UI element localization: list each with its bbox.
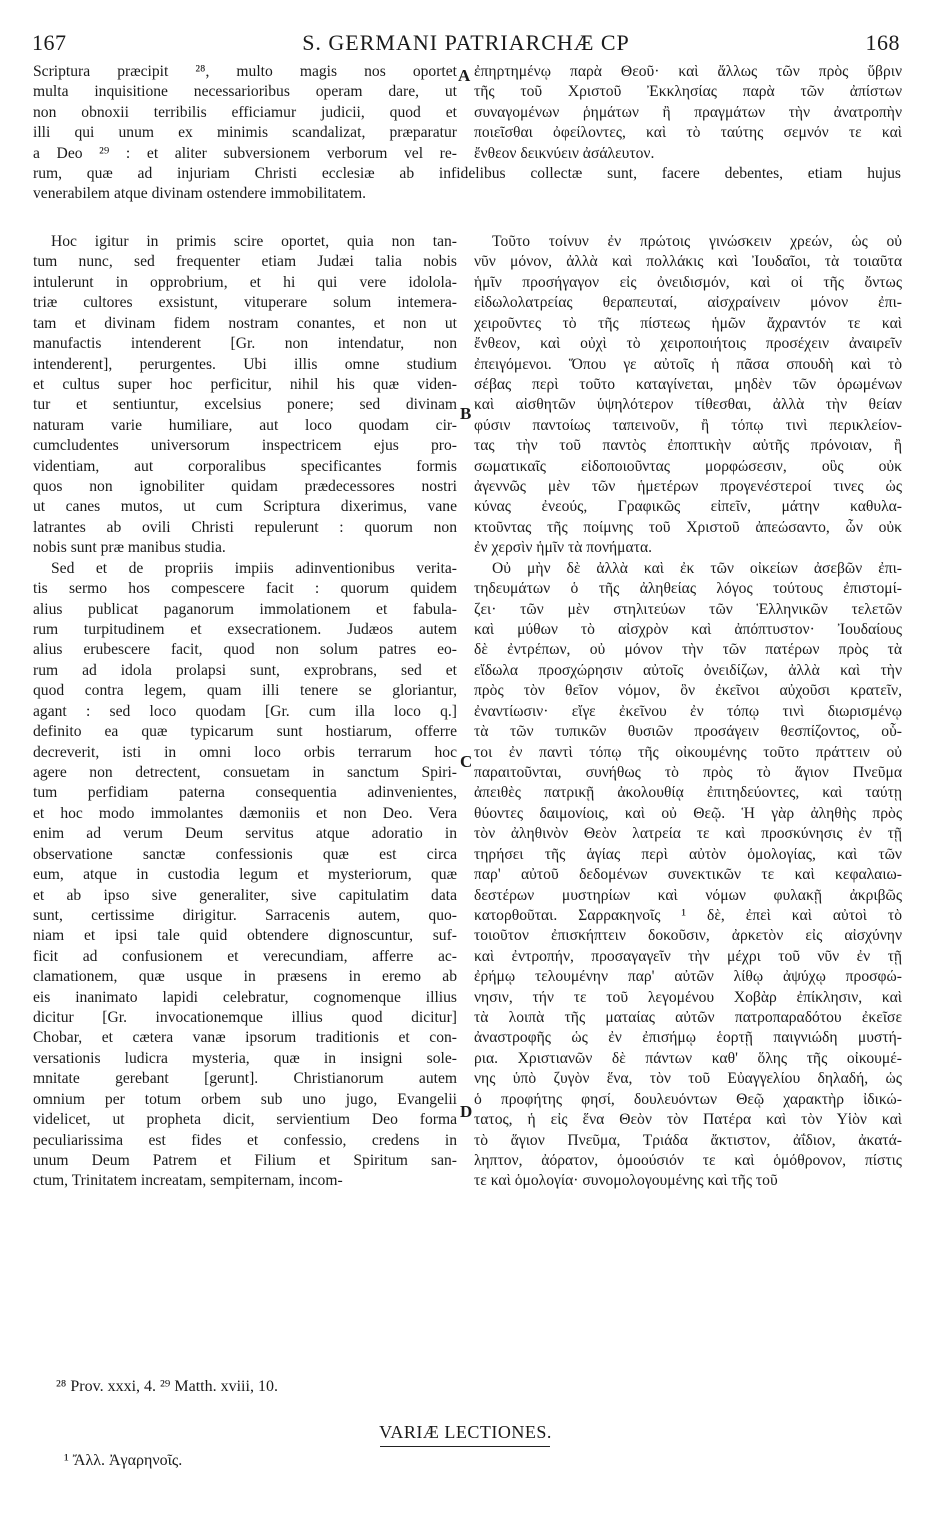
text-line: παρ' αὐτοῦ δεδομένων συνεκτικῶν τε καὶ κεφαλαιω- (474, 866, 902, 884)
text-line: ἐπειγόμενοι. Ὅπου γε αὐτοῖς ἡ πᾶσα σπουδὴ καὶ τὸ (474, 355, 902, 373)
text-line: intenderent], perurgentes. Ubi illis omne studium (33, 355, 457, 373)
text-line: cumcludentes universorum inspectricem ejus pro- (33, 437, 457, 455)
text-line: intulerunt in opprobrium, et hi qui vere idolola- (33, 273, 457, 291)
text-line: dicitur [Gr. invocationemque illius quod dicitur] (33, 1009, 457, 1027)
text-line: ποιεῖσθαι ὀφείλοντες, καὶ τὸ ταύτης σεμνόν τε καὶ (474, 124, 902, 142)
page-number-left: 167 (32, 30, 67, 55)
running-title: S. GERMANI PATRIARCHÆ CP (302, 30, 630, 55)
text-line: καὶ αἰσθητῶν ὑψηλότερον τίθεσθαι, ἀλλὰ τὴν θείαν (474, 396, 902, 414)
text-line: versationis ludicra mysteria, quæ in insigni sole- (33, 1049, 457, 1067)
text-line: παραιτοῦνται, συνήθως τὸ πρὸς τὸ ἅγιον Πνεῦμα (474, 763, 902, 781)
text-line: quos non ignobiliter quidam prædecessores nostri (33, 478, 457, 496)
text-line: ut canes mutos, ut cum Scriptura dixerimus, vane (33, 498, 457, 516)
text-line: εἴδωλα προσχώρησιν αὐτοῖς ὀνειδίζων, ἀλλὰ καὶ τὴν (474, 661, 902, 679)
text-line: eum, atque in custodia legum et mysteriorum, quæ (33, 866, 457, 884)
variae-lectiones-title: VARIÆ LECTIONES. (379, 1422, 552, 1442)
text-line: observatione sanctæ confessionis quæ est circa (33, 845, 457, 863)
text-line: τας τὴν τοῦ παντὸς ἐποπτικὴν αὐτῆς πρόνοιαν, ἢ (474, 437, 902, 455)
text-line: rum ad idola prolapsi sunt, exprobrans, sed et (33, 661, 457, 679)
text-line: agere non detrectent, consuetam in sanctum Spiri- (33, 763, 457, 781)
text-line: quod contra legem, quam illi tenere se gloriantur, (33, 682, 457, 700)
greek-column-top (474, 62, 902, 164)
text-line: θύοντες δαιμονίοις, καὶ οὐ Θεῷ. Ἡ γὰρ ἀληθὴς πρὸς (474, 804, 902, 822)
text-line: τὸ ἅγιον Πνεῦμα, Τριάδα ἄκτιστον, ἀΐδιον, ἀκατά- (474, 1131, 902, 1149)
text-line: ἔνθεον, καὶ οὐχὶ τὸ χειροποιήτοις προσέχειν ἀναιρεῖν (474, 335, 902, 353)
section-marker-b: B (460, 404, 472, 423)
text-line: ὁ προφήτης φησί, δουλευόντων Θεῷ χαρακτὴρ ἰδικώ- (474, 1090, 902, 1108)
text-line: enim ad verum Deum servitus atque adoratio in (33, 825, 457, 843)
text-line: δεστέρων μυστηρίων καὶ νόμων φυλακῇ ἀκριβῶς (474, 886, 902, 904)
text-line: Hoc igitur in primis scire oportet, quia non tan- (51, 233, 457, 250)
text-line: clamationem, quæ usque in præsens in eremo ab (33, 968, 457, 986)
text-line: tis sermo hos compescere facit : quorum quidem (33, 580, 457, 598)
text-line: tam et divinam fidem nostram conantes, et non ut (33, 314, 457, 332)
text-line: ζει· τῶν μὲν στηλιτεύων τῶν Ἑλληνικῶν τελετῶν (474, 600, 902, 618)
text-line: agant : sed loco quodam [Gr. cum illa loco q.] (33, 702, 457, 720)
text-line: ἡμῖν προσήγαγον εἰς ὀνειδισμόν, καὶ οἱ τῆς ὄντως (474, 273, 902, 291)
text-line: ἀναστροφῆς ὡς ἐν ἐπισήμῳ ἑορτῇ παιγνιώδη μυστή- (474, 1029, 902, 1047)
text-line: rum, quæ ad injuriam Christi ecclesiæ ab infidelibus collectæ sunt, facere debentes, etiam hujus (33, 165, 901, 182)
text-line: νησιν, τήν τε τοῦ λεγομένου Χοβὰρ ἐπίκλησιν, καὶ (474, 988, 902, 1006)
section-marker-a: A (458, 66, 471, 85)
text-line: omnium per totum orbem sub uno jugo, Evangelii (33, 1090, 457, 1108)
text-line: τοιοῦτον ἐπισκήπτειν δοκοῦσιν, ἀρκετὸν εἰς αἰσχύνην (474, 927, 902, 945)
text-line: mnitate gerebant [gerunt]. Christianorum autem (33, 1070, 457, 1088)
text-line: Sed et de propriis impiis adinventionibus verita- (51, 559, 457, 577)
text-line: alius publicat paganorum immolationem et fabula- (33, 600, 457, 618)
text-line: manufactis intenderent [Gr. non intendatur, non (33, 335, 457, 353)
section-marker-c: C (460, 752, 473, 771)
text-line: τηδευμάτων ὁ τῆς ἀληθείας λόγος τούτους ἐπιστομί- (474, 580, 902, 598)
latin-column-top (33, 62, 457, 164)
text-line: τοι ἐν παντὶ τόπῳ τῆς οἰκουμένης τοῦτο πράττειν οὐ (474, 743, 902, 761)
text-line: naturam varie humiliare, aut loco quodam cir- (33, 416, 457, 434)
text-line: niam et ipsi tale quid obtendere dignoscuntur, suf- (33, 927, 457, 945)
text-line: venerabilem atque divinam ostendere immobilitatem. (33, 185, 366, 203)
text-line: non obnoxii terribilis efficiamur judicii, quod et (33, 103, 457, 121)
greek-column-main (474, 232, 902, 1192)
variae-lectiones-rule (380, 1446, 550, 1447)
text-line: a Deo ²⁹ : et aliter subversionem verborum vel re- (33, 144, 457, 162)
text-line: ἐν χερσὶν ἡμῖν τὰ πονήματα. (474, 539, 653, 557)
text-line: Scriptura præcipit ²⁸, multo magis nos oportet (33, 63, 457, 80)
running-header (30, 30, 902, 66)
text-line: ἐρήμῳ τελουμένην παρ' αὐτῶν λίθῳ ἀψύχῳ προσφώ- (474, 968, 902, 986)
text-line: videntiam, aut corporalibus specificantes formis (33, 457, 457, 475)
text-line: triæ cultores exsistunt, vituperare solum intemera- (33, 294, 457, 312)
text-line: τὰ τῶν τυπικῶν θυσιῶν προσάγειν θεσπίζοντος, οὗ- (474, 723, 902, 741)
text-line: κατορθοῦται. Σαρρακηνοῖς ¹ δὲ, ἐπεὶ καὶ αὐτοὶ τὸ (474, 906, 902, 924)
text-line: alius erubescere facit, quod non solum patres eo- (33, 641, 457, 659)
text-line: Chobar, et cætera vanæ ipsorum traditionis et con- (33, 1029, 457, 1047)
text-line: τε καὶ ὁμολογία· συνομολογουμένης καὶ τῆς τοῦ (474, 1172, 778, 1190)
text-line: χειροῦντες τὸ τῆς πίστεως ἡμῶν ἄχραντόν τε καὶ (474, 314, 902, 332)
text-line: ληπτον, ἀόρατον, ὁμοούσιόν τε καὶ ὁμόθρονον, πίστις (474, 1151, 902, 1169)
text-line: ἀγεννῶς μὲν τῶν ἡμετέρων προγενέστεροί τινες ὡς (474, 478, 902, 496)
variae-lectiones-note: ¹ Ἄλλ. Ἀγαρηνοῖς. (64, 1452, 183, 1469)
text-line: τῆς τοῦ Χριστοῦ Ἐκκλησίας παρὰ τῶν ἀπίστων (474, 83, 902, 101)
text-line: illi qui unum ex minimis scandalizat, præparatur (33, 124, 457, 142)
text-line: φύσιν παντοίως ταπεινοῦν, ἢ τόπῳ τινὶ περικλείον- (474, 416, 902, 434)
text-line: sunt, certissime dirigitur. Sarracenis autem, quo- (33, 906, 457, 924)
text-line: τηρήσει τῆς ἁγίας περὶ αὐτὸν ὁμολογίας, καὶ τῶν (474, 845, 902, 863)
text-line: et hoc modo immolantes dæmoniis et non Deo. Vera (33, 804, 457, 822)
text-line: καὶ ἐντροπήν, προσαγαγεῖν τὴν μέχρι τοῦ νῦν ἐν τῇ (474, 947, 902, 965)
footnotes: ²⁸ Prov. xxxi, 4. ²⁹ Matth. xviii, 10. (56, 1378, 278, 1395)
text-line: ἀπειθὲς πατρικῇ ἀκολουθίᾳ ἐπιτηδεύοντες, καὶ ταύτῃ (474, 784, 902, 802)
text-line: Τοῦτο τοίνυν ἐν πρώτοις γινώσκειν χρεών, ὡς οὐ (492, 233, 902, 250)
text-line: τὰ λοιπὰ τῆς ματαίας αὐτῶν πατροπαραδότου ἐκεῖσε (474, 1009, 902, 1027)
text-line: δὲ ἐντρέπων, οὐ μόνον τὴν τῶν πατέρων πρὸς τὰ (474, 641, 902, 659)
text-line: συναγομένων ῥημάτων ἢ πραγμάτων τὴν ἀνατροπὴν (474, 103, 902, 121)
text-line: tur et sentiuntur, excelsius ponere; sed divinam (33, 396, 457, 414)
text-line: videlicet, ut propheta dicit, servientium Deo forma (33, 1111, 457, 1129)
text-line: decreverit, isti in omni loco orbis terrarum hoc (33, 743, 457, 761)
text-line: tum perfidiam paterna consequentia adinvenientes, (33, 784, 457, 802)
section-marker-d: D (460, 1102, 473, 1121)
text-line: νῦν μόνον, ἀλλὰ καὶ πολλάκις καὶ Ἰουδαῖοι, τὰ τοιαῦτα (474, 253, 902, 271)
text-line: τὸν ἀληθινὸν Θεὸν λατρεία τε καὶ προσκύνησις ἐν τῇ (474, 825, 902, 843)
text-line: peculiarissima est fides et confessio, credens in (33, 1131, 457, 1149)
text-line: νης ὑπὸ ζυγὸν ἕνα, τὸν τοῦ Εὐαγγελίου δηλαδή, ὡς (474, 1070, 902, 1088)
page-number-right: 168 (865, 30, 900, 55)
text-line: ἐναντίωσιν· εἴγε ἐκεῖνου ἐν τόπῳ τινὶ διωρισμένῳ (474, 702, 902, 720)
text-line: nobis sunt præ manibus studia. (33, 539, 226, 557)
text-line: multa inquisitione necessarioribus operam dare, ut (33, 83, 457, 101)
latin-column-main (33, 232, 457, 1192)
text-line: rum turpitudinem et exsecrationem. Judæos autem (33, 621, 457, 639)
text-line: ficit ad confusionem et verecundiam, afferre ac- (33, 947, 457, 965)
text-line: et cultus super hoc perficitur, nihil his quæ viden- (33, 375, 457, 393)
text-line: definito ea quæ typicarum sunt hostiarum, offerre (33, 723, 457, 741)
text-line: ἔνθεον δεικνύειν ἀσάλευτον. (474, 144, 655, 162)
text-line: ctum, Trinitatem increatam, sempiternam, incom- (33, 1172, 343, 1190)
text-line: εἰδωλολατρείας θεραπευταί, αἰσχραίνειν μόνον ἐπι- (474, 294, 902, 312)
text-line: καὶ μύθων τὸ αἰσχρὸν καὶ ἀπόπτυστον· Ἰουδαίους (474, 621, 902, 639)
latin-full-width (33, 164, 901, 205)
text-line: τατος, ἡ εἰς ἕνα Θεὸν τὸν Πατέρα καὶ τὸν Υἱὸν καὶ (474, 1111, 902, 1129)
text-line: eis inanimato lapidi celebratur, cognomenque illius (33, 988, 457, 1006)
text-line: unum Deum Patrem et Filium et Spiritum san- (33, 1151, 457, 1169)
text-line: κτοῦντας τῆς ποίμνης τοῦ Χριστοῦ ἀπεώσαντο, ὧν οὐκ (474, 518, 902, 536)
text-line: σέβας περὶ τοῦτο καταγίνεται, μηδὲν τῶν ὁρωμένων (474, 375, 902, 393)
text-line: tum nunc, sed frequenter etiam Judæi talia nobis (33, 253, 457, 271)
text-line: ρια. Χριστιανῶν δὲ πάντων καθ' ὅλης τῆς οἰκουμέ- (474, 1049, 902, 1067)
text-line: κύνας ἐνεούς, Γραφικῶς εἰπεῖν, μάτην καθυλα- (474, 498, 902, 516)
text-line: et ab ipso sive generaliter, sive capitulatim data (33, 886, 457, 904)
text-line: ἐπηρτημένῳ παρὰ Θεοῦ· καὶ ἄλλως τῶν πρὸς ὕβριν (474, 63, 902, 80)
text-line: πρὸς τὸν θεῖον νόμον, ὃν ἐκεῖνοι αὐχοῦσι κρατεῖν, (474, 682, 902, 700)
text-line: latrantes ab ovili Christi repulerunt : quorum non (33, 518, 457, 536)
text-line: σωματικαῖς εἰδοποιοῦντας μορφώσεσιν, οὓς οὐκ (474, 457, 902, 475)
text-line: Οὐ μὴν δὲ ἀλλὰ καὶ ἐκ τῶν οἰκείων ἀσεβῶν ἐπι- (492, 559, 902, 577)
